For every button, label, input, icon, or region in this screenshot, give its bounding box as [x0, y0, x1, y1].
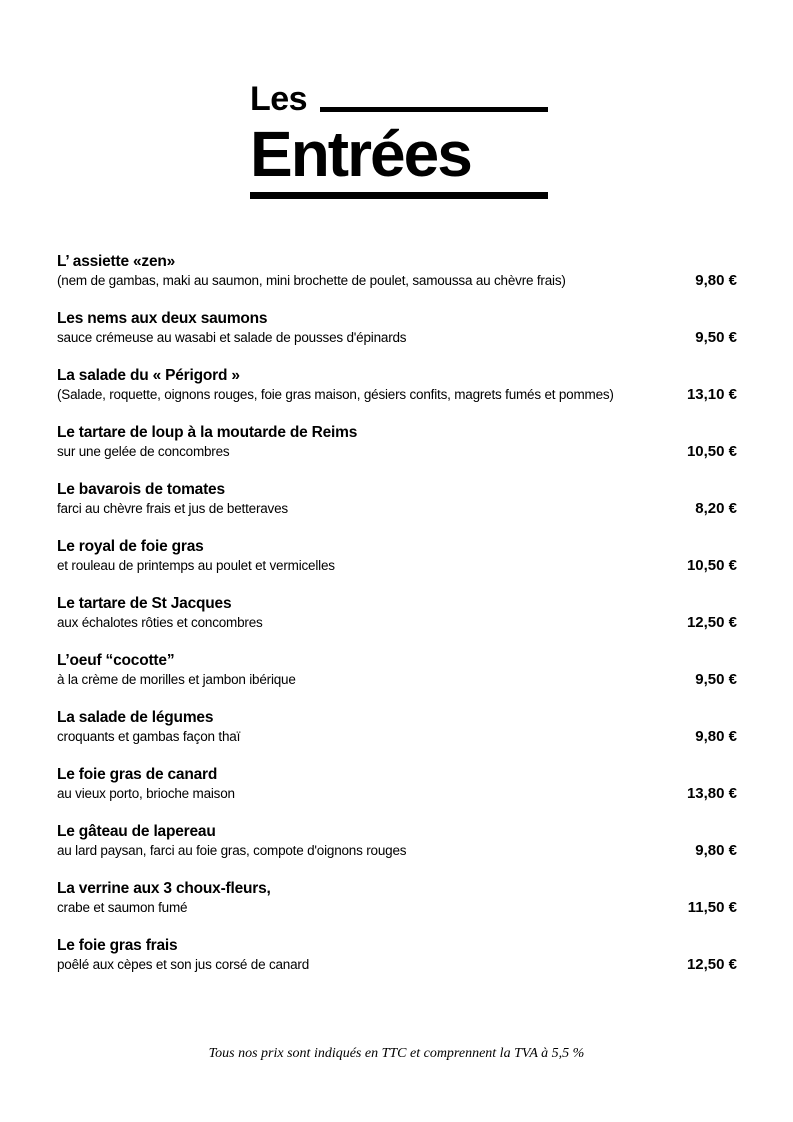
header-rule-top	[320, 107, 548, 112]
item-price: 9,80 €	[695, 728, 737, 745]
menu-item	[57, 651, 737, 688]
menu-list	[57, 252, 737, 993]
item-name: Les nems aux deux saumons	[57, 310, 268, 327]
menu-header	[250, 80, 548, 199]
item-name: Le gâteau de lapereau	[57, 823, 216, 840]
item-price: 11,50 €	[687, 899, 737, 916]
item-name: Le royal de foie gras	[57, 538, 204, 555]
item-row	[57, 272, 737, 289]
footer-note: Tous nos prix sont indiqués en TTC et comprennent la TVA à 5,5 %	[208, 1046, 585, 1061]
item-price: 13,10 €	[686, 386, 737, 403]
item-row	[57, 899, 737, 916]
item-description: poêlé aux cèpes et son jus corsé de canard	[57, 957, 310, 972]
item-description: aux échalotes rôties et concombres	[57, 615, 263, 630]
item-price: 13,80 €	[686, 785, 737, 802]
item-price: 12,50 €	[686, 956, 737, 973]
item-name: La salade de légumes	[57, 709, 214, 726]
item-name: Le foie gras frais	[57, 937, 178, 954]
menu-item	[57, 879, 737, 916]
item-description: au vieux porto, brioche maison	[57, 786, 235, 801]
menu-item	[57, 822, 737, 859]
item-name: Le tartare de St Jacques	[57, 595, 232, 612]
page-title: Entrées	[250, 118, 471, 191]
item-name: La verrine aux 3 choux-fleurs,	[57, 880, 271, 897]
item-description: croquants et gambas façon thaï	[57, 729, 241, 744]
item-name: Le tartare de loup à la moutarde de Reims	[57, 424, 358, 441]
item-price: 9,80 €	[695, 272, 737, 289]
menu-item	[57, 423, 737, 460]
item-name: Le foie gras de canard	[57, 766, 218, 783]
menu-item	[57, 594, 737, 631]
item-price: 9,50 €	[695, 329, 737, 346]
item-row	[57, 728, 737, 745]
item-row	[57, 386, 737, 403]
item-description: sauce crémeuse au wasabi et salade de pousses d'épinards	[57, 330, 407, 345]
item-description: crabe et saumon fumé	[57, 900, 188, 915]
item-row	[57, 956, 737, 973]
menu-item	[57, 936, 737, 973]
item-price: 12,50 €	[686, 614, 737, 631]
menu-item	[57, 252, 737, 289]
item-row	[57, 614, 737, 631]
item-price: 9,80 €	[695, 842, 737, 859]
item-description: (Salade, roquette, oignons rouges, foie gras maison, gésiers confits, magrets fumés et pommes)	[57, 387, 614, 402]
header-rule-bottom	[250, 192, 548, 199]
item-description: (nem de gambas, maki au saumon, mini brochette de poulet, samoussa au chèvre frais)	[57, 273, 566, 288]
item-description: sur une gelée de concombres	[57, 444, 230, 459]
item-row	[57, 785, 737, 802]
item-row	[57, 671, 737, 688]
item-description: et rouleau de printemps au poulet et vermicelles	[57, 558, 335, 573]
menu-item	[57, 537, 737, 574]
item-row	[57, 842, 737, 859]
header-row	[250, 80, 548, 118]
item-name: L’ assiette «zen»	[57, 253, 176, 270]
menu-item	[57, 366, 737, 403]
header-prefix: Les	[250, 80, 308, 118]
menu-item	[57, 765, 737, 802]
item-description: au lard paysan, farci au foie gras, compote d'oignons rouges	[57, 843, 407, 858]
item-description: à la crème de morilles et jambon ibérique	[57, 672, 296, 687]
item-price: 8,20 €	[695, 500, 737, 517]
menu-item	[57, 708, 737, 745]
item-price: 10,50 €	[686, 557, 737, 574]
item-price: 10,50 €	[686, 443, 737, 460]
item-row	[57, 500, 737, 517]
item-name: Le bavarois de tomates	[57, 481, 225, 498]
item-row	[57, 443, 737, 460]
item-row	[57, 557, 737, 574]
item-description: farci au chèvre frais et jus de betteraves	[57, 501, 288, 516]
item-name: L’oeuf “cocotte”	[57, 652, 175, 669]
menu-item	[57, 309, 737, 346]
item-row	[57, 329, 737, 346]
item-name: La salade du « Périgord »	[57, 367, 240, 384]
item-price: 9,50 €	[695, 671, 737, 688]
menu-item	[57, 480, 737, 517]
